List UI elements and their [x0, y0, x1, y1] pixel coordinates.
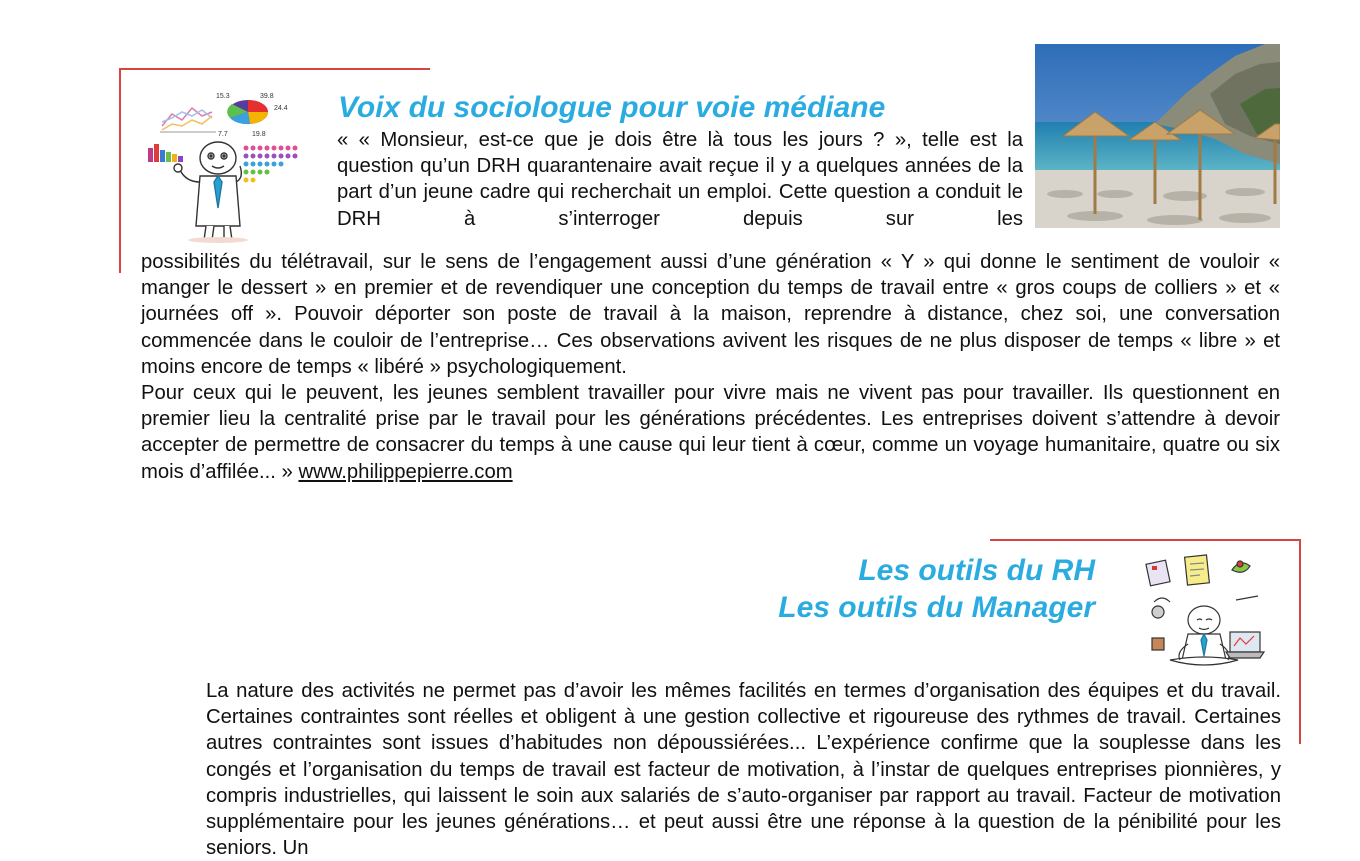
- line-chart-icon: [160, 108, 216, 132]
- meditating-manager-illustration: [1140, 548, 1270, 673]
- section1-body: [141, 249, 1280, 485]
- section2-frame-top: [990, 539, 1301, 541]
- section2-frame-right: [1299, 539, 1301, 744]
- pie-label: 39.8: [260, 93, 274, 100]
- sociologist-charts-illustration: [140, 86, 305, 244]
- section1-title: Voix du sociologue pour voie médiane: [338, 91, 886, 124]
- pie-label: 15.3: [216, 93, 230, 100]
- section1-intro: [337, 127, 1023, 232]
- bar-chart-icon: [148, 144, 183, 162]
- section1-paragraph2-text: Pour ceux qui le peuvent, les jeunes semblent travailler pour vivre mais ne vivent pas pour travailler. Ils questionnent en premier lieu la centralité prise par le travail pour les générations précédentes. Les entreprises doivent s’attendre à devoir accepter de permettre de consacrer du temps à une cause qui leur tient à cœur, comme un voyage humanitaire, quatre ou six mois d’affilée... »: [141, 382, 1280, 483]
- section2-body-text: La nature des activités ne permet pas d’avoir les mêmes facilités en termes d’organisation des équipes et du travail. Certaines contraintes sont réelles et obligent à une gestion collective et rigoureuse des rythmes de travail. Certaines autres contraintes sont issues d’habitudes non dépoussiérées... L’expérience confirme que la souplesse dans les congés et l’organisation du temps de travail est facteur de motivation, à l’instar de quelques entreprises pionnières, y compris industrielles, qui laissent le soin aux salariés de s’auto-organiser par rapport au travail. Facteur de motivation supplémentaire pour les jeunes générations… et peut aussi être une réponse à la question de la pénibilité pour les seniors. Un: [206, 680, 1281, 860]
- pie-label: 19.8: [252, 131, 266, 138]
- pie-label: 7.7: [218, 131, 228, 138]
- businessman-figure-icon: [174, 142, 248, 243]
- beach-umbrellas-photo: [1035, 44, 1280, 228]
- pie-label: 24.4: [274, 105, 288, 112]
- pie-chart-icon: [227, 100, 268, 124]
- section1-frame-top: [119, 68, 430, 70]
- section2-body: [206, 678, 1281, 861]
- section1-frame-left: [119, 68, 121, 273]
- section1-continuation: possibilités du télétravail, sur le sens de l’engagement aussi d’une génération « Y » qui donne le sentiment de vouloir « manger le dessert » en premier et de revendiquer une conception du temps de travail entre « gros coups de colliers » et « journées off ». Pouvoir déporter son poste de travail à la maison, reprendre à distance, chez soi, une conversation commencée dans le couloir de l’entreprise… Ces observations avivent les risques de ne plus disposer de temps « libre » et moins encore de temps « libéré » psychologiquement.: [141, 251, 1280, 378]
- people-pictogram-icon: [244, 146, 298, 183]
- section2-title-line2: Les outils du Manager: [778, 591, 1095, 624]
- section1-intro-text: « « Monsieur, est-ce que je dois être là tous les jours ? », telle est la question qu’un DRH quarantenaire avait reçue il y a quelques années de la part d’un jeune cadre qui recherchait un emploi. Cette question a conduit le DRH à s’interroger depuis sur les: [337, 129, 1023, 230]
- section2-title-line1: Les outils du RH: [858, 554, 1095, 587]
- section1-paragraph2: [141, 380, 1280, 485]
- philippepierre-link[interactable]: www.philippepierre.com: [298, 460, 513, 483]
